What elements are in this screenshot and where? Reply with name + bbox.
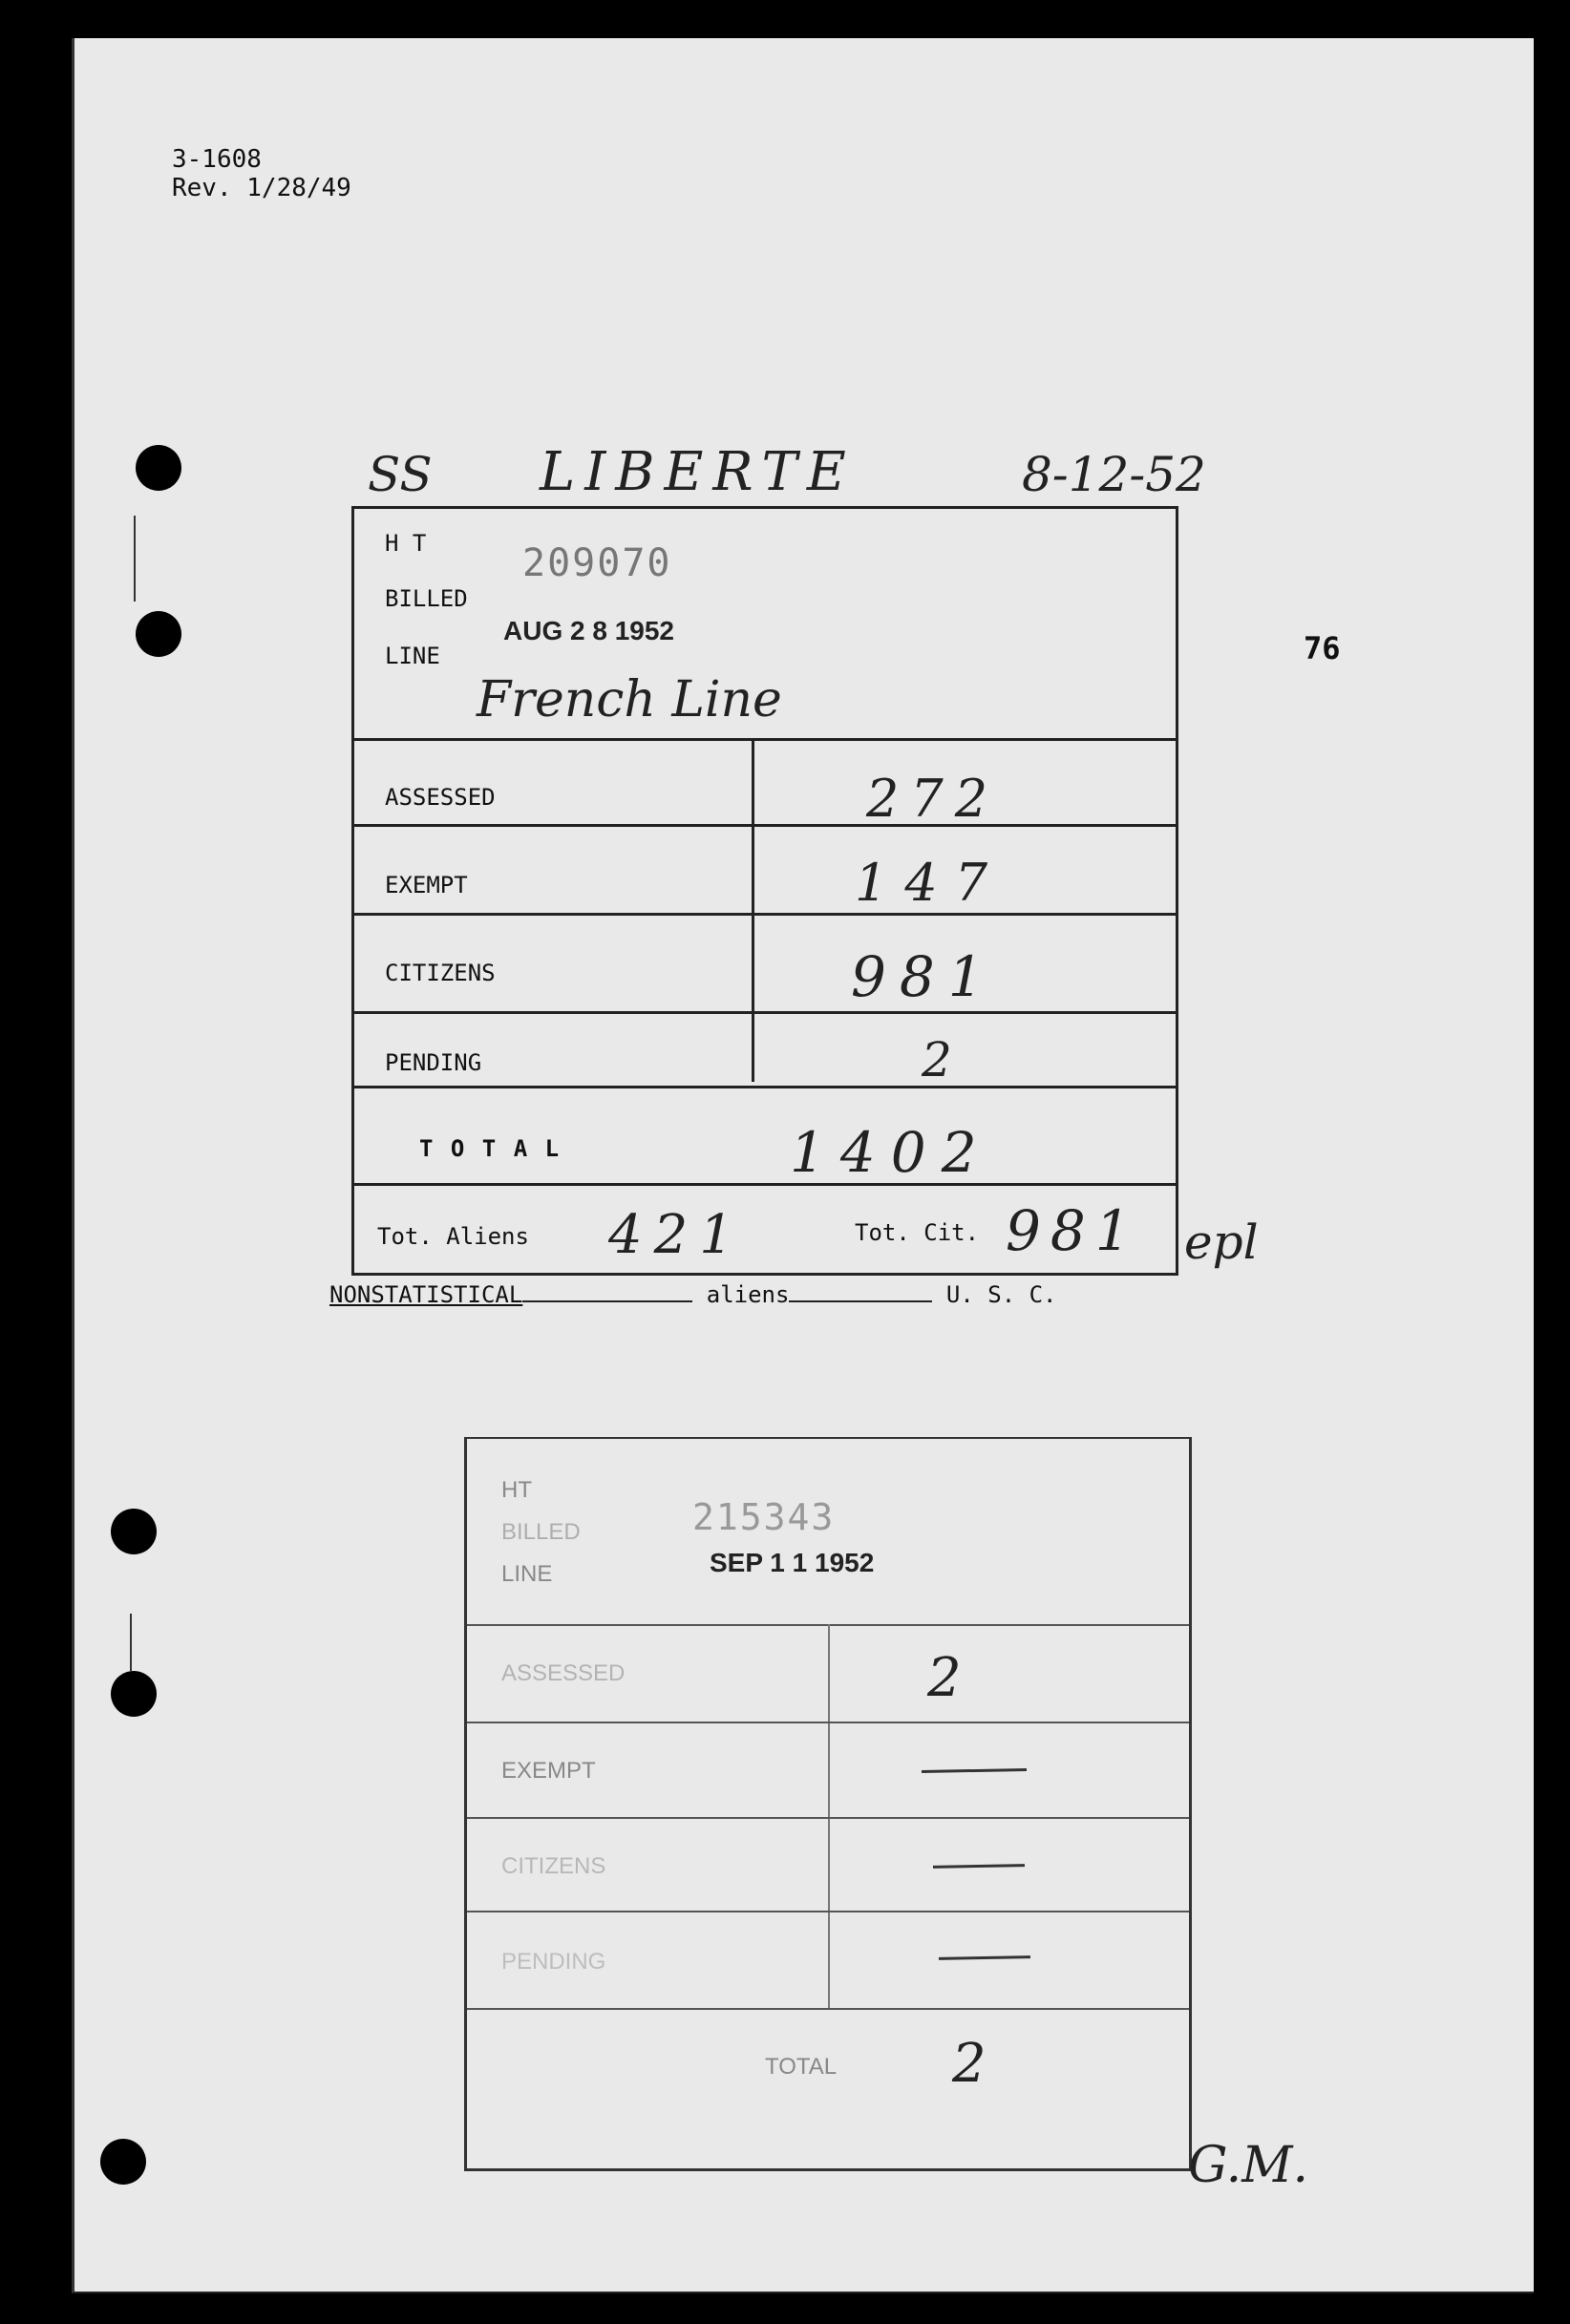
divider-total bbox=[354, 1183, 1176, 1186]
total-value: 1402 bbox=[790, 1120, 992, 1185]
row-value-pending: 2 bbox=[922, 1032, 952, 1088]
row-label-exempt: EXEMPT bbox=[385, 872, 468, 898]
nonstatistical-blank bbox=[522, 1300, 692, 1302]
tot-aliens-value: 421 bbox=[608, 1204, 745, 1266]
divider-row-3-2 bbox=[467, 1911, 1189, 1912]
line-label: LINE bbox=[385, 643, 440, 669]
line-name: French Line bbox=[477, 671, 782, 729]
row-value-pending-2 bbox=[939, 1955, 1030, 1960]
clerk-initials-1: epl bbox=[1184, 1215, 1259, 1270]
row-value-exempt: 147 bbox=[855, 853, 1006, 913]
divider-row-4 bbox=[354, 1086, 1176, 1088]
row-label-citizens-2: CITIZENS bbox=[501, 1853, 606, 1879]
form-revision: Rev. 1/28/49 bbox=[172, 174, 351, 202]
divider-row-2 bbox=[354, 913, 1176, 916]
row-label-pending-2: PENDING bbox=[501, 1949, 606, 1975]
nonstatistical-line bbox=[329, 1281, 1057, 1308]
nonstatistical-label: NONSTATISTICAL bbox=[329, 1281, 523, 1308]
billed-date-stamp-2: SEP 1 1 1952 bbox=[710, 1548, 875, 1577]
ht-label: H T bbox=[385, 530, 427, 557]
billed-label: BILLED bbox=[385, 585, 468, 612]
usc-label: U. S. C. bbox=[945, 1281, 1057, 1308]
divider-row-4-2 bbox=[467, 2008, 1189, 2010]
vessel-name: LIBERTE bbox=[540, 441, 856, 503]
row-label-citizens: CITIZENS bbox=[385, 960, 496, 986]
tot-aliens-label: Tot. Aliens bbox=[377, 1223, 529, 1250]
record-box-2 bbox=[464, 1437, 1192, 2171]
row-label-exempt-2: EXEMPT bbox=[501, 1758, 596, 1784]
divider-row-3 bbox=[354, 1011, 1176, 1014]
divider-row-1 bbox=[354, 824, 1176, 827]
ht-number: 209070 bbox=[522, 541, 672, 585]
divider-row-1-2 bbox=[467, 1722, 1189, 1723]
billed-label-2: BILLED bbox=[501, 1519, 581, 1545]
clerk-initials-2: G.M. bbox=[1188, 2137, 1308, 2194]
binder-hole-1 bbox=[136, 445, 181, 491]
row-value-assessed: 272 bbox=[866, 769, 1000, 829]
form-number: 3-1608 bbox=[172, 145, 262, 174]
line-label-2: LINE bbox=[501, 1561, 553, 1587]
row-value-assessed-2: 2 bbox=[927, 1647, 962, 1709]
row-label-assessed: ASSESSED bbox=[385, 784, 496, 811]
row-value-citizens: 981 bbox=[851, 944, 997, 1009]
row-label-assessed-2: ASSESSED bbox=[501, 1660, 626, 1686]
ht-label-2: HT bbox=[501, 1477, 532, 1503]
binder-hole-5 bbox=[100, 2139, 146, 2185]
tot-cit-label: Tot. Cit. bbox=[855, 1219, 980, 1246]
billed-date-stamp: AUG 2 8 1952 bbox=[503, 616, 674, 645]
aliens-label: aliens bbox=[706, 1281, 790, 1308]
binder-mark-1 bbox=[134, 516, 136, 602]
divider-column bbox=[752, 738, 754, 1082]
row-value-citizens-2 bbox=[933, 1864, 1025, 1869]
aliens-blank bbox=[789, 1300, 932, 1302]
vessel-prefix: SS bbox=[368, 447, 433, 502]
binder-hole-2 bbox=[136, 611, 181, 657]
total-label: T O T A L bbox=[419, 1135, 562, 1162]
record-date: 8-12-52 bbox=[1022, 447, 1206, 502]
binder-mark-2 bbox=[130, 1614, 132, 1671]
ht-number-2: 215343 bbox=[692, 1496, 836, 1538]
binder-hole-4 bbox=[111, 1671, 157, 1717]
row-value-exempt-2 bbox=[922, 1768, 1027, 1773]
row-label-pending: PENDING bbox=[385, 1049, 482, 1076]
form-number-block bbox=[172, 145, 351, 202]
record-box-1 bbox=[351, 506, 1178, 1276]
total-label-2: TOTAL bbox=[765, 2054, 838, 2080]
total-value-2: 2 bbox=[952, 2033, 987, 2095]
binder-hole-3 bbox=[111, 1509, 157, 1554]
divider-row-2-2 bbox=[467, 1817, 1189, 1819]
tot-cit-value: 981 bbox=[1006, 1198, 1140, 1263]
divider-header bbox=[354, 738, 1176, 741]
page-number: 76 bbox=[1304, 630, 1341, 666]
